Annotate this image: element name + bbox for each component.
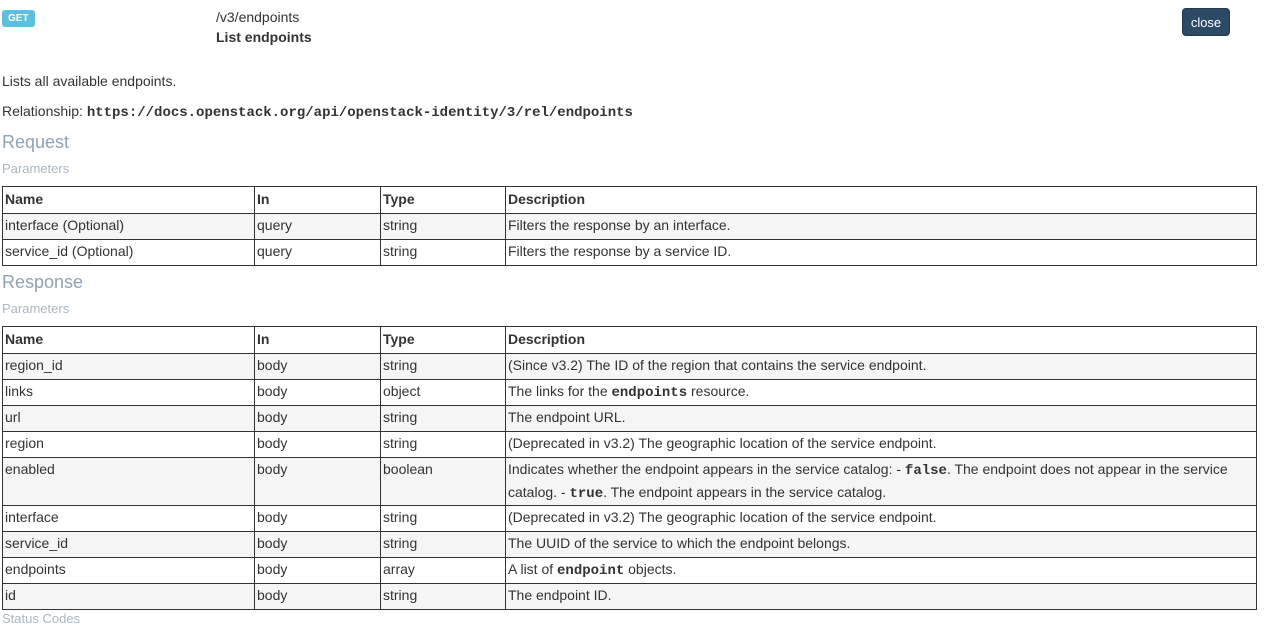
endpoint-summary: List endpoints bbox=[216, 29, 312, 45]
desc-text: . The endpoint appears in the service catalog. bbox=[603, 484, 887, 500]
response-parameters-table bbox=[2, 326, 1257, 610]
param-type: string bbox=[381, 532, 506, 558]
param-name: region_id bbox=[3, 354, 255, 380]
column-header-in: In bbox=[255, 187, 381, 214]
param-in: query bbox=[255, 240, 381, 266]
http-method-badge: GET bbox=[2, 10, 35, 27]
param-in: body bbox=[255, 354, 381, 380]
status-codes-heading: Status Codes bbox=[2, 611, 81, 626]
desc-text: Indicates whether the endpoint appears in the service catalog: - bbox=[508, 461, 905, 477]
column-header-description: Description bbox=[506, 327, 1257, 354]
param-type: array bbox=[381, 558, 506, 584]
close-button[interactable]: close bbox=[1182, 8, 1230, 36]
column-header-type: Type bbox=[381, 327, 506, 354]
param-description: The endpoint ID. bbox=[506, 584, 1257, 610]
param-type: string bbox=[381, 506, 506, 532]
param-description: (Deprecated in v3.2) The geographic location of the service endpoint. bbox=[506, 506, 1257, 532]
desc-text: . The endpoint does not appear in the service catalog. - bbox=[508, 461, 1228, 500]
request-parameters-table bbox=[2, 186, 1257, 266]
param-name: enabled bbox=[3, 458, 255, 506]
table-row bbox=[3, 558, 1257, 584]
table-row bbox=[3, 214, 1257, 240]
desc-text: objects. bbox=[624, 561, 677, 577]
param-in: body bbox=[255, 406, 381, 432]
param-in: body bbox=[255, 584, 381, 610]
param-name: service_id bbox=[3, 532, 255, 558]
table-row bbox=[3, 380, 1257, 406]
relationship-line bbox=[2, 103, 633, 121]
table-row bbox=[3, 354, 1257, 380]
param-type: object bbox=[381, 380, 506, 406]
param-in: body bbox=[255, 432, 381, 458]
param-type: string bbox=[381, 214, 506, 240]
param-type: boolean bbox=[381, 458, 506, 506]
param-description: Filters the response by a service ID. bbox=[506, 240, 1257, 266]
param-in: body bbox=[255, 458, 381, 506]
param-in: body bbox=[255, 532, 381, 558]
desc-text: A list of bbox=[508, 561, 558, 577]
desc-code: endpoints bbox=[611, 385, 688, 401]
param-type: string bbox=[381, 354, 506, 380]
relationship-label: Relationship: bbox=[2, 103, 83, 119]
param-name: url bbox=[3, 406, 255, 432]
param-type: string bbox=[381, 432, 506, 458]
response-heading: Response bbox=[2, 272, 84, 292]
param-description: The endpoint URL. bbox=[506, 406, 1257, 432]
column-header-description: Description bbox=[506, 187, 1257, 214]
request-parameters-heading: Parameters bbox=[2, 161, 70, 176]
param-description: The UUID of the service to which the endpoint belongs. bbox=[506, 532, 1257, 558]
column-header-type: Type bbox=[381, 187, 506, 214]
param-description: Filters the response by an interface. bbox=[506, 214, 1257, 240]
param-description bbox=[506, 380, 1257, 406]
desc-code: true bbox=[569, 486, 604, 502]
param-name: region bbox=[3, 432, 255, 458]
endpoint-description: Lists all available endpoints. bbox=[2, 73, 177, 89]
relationship-url: https://docs.openstack.org/api/openstack-identity/3/rel/endpoints bbox=[86, 105, 633, 121]
request-heading: Request bbox=[2, 132, 70, 152]
param-name: endpoints bbox=[3, 558, 255, 584]
param-in: body bbox=[255, 558, 381, 584]
param-description bbox=[506, 458, 1257, 506]
column-header-name: Name bbox=[3, 327, 255, 354]
param-description bbox=[506, 558, 1257, 584]
param-description: (Deprecated in v3.2) The geographic location of the service endpoint. bbox=[506, 432, 1257, 458]
desc-text: The links for the bbox=[508, 383, 612, 399]
table-row bbox=[3, 532, 1257, 558]
desc-text: resource. bbox=[687, 383, 750, 399]
column-header-name: Name bbox=[3, 187, 255, 214]
table-row bbox=[3, 458, 1257, 506]
table-header-row bbox=[3, 327, 1257, 354]
table-row bbox=[3, 506, 1257, 532]
param-type: string bbox=[381, 240, 506, 266]
table-row bbox=[3, 432, 1257, 458]
param-in: body bbox=[255, 380, 381, 406]
desc-code: endpoint bbox=[557, 563, 625, 579]
table-row bbox=[3, 240, 1257, 266]
param-name: interface bbox=[3, 506, 255, 532]
param-name: id bbox=[3, 584, 255, 610]
param-type: string bbox=[381, 406, 506, 432]
param-name: links bbox=[3, 380, 255, 406]
response-parameters-heading: Parameters bbox=[2, 301, 70, 316]
desc-code: false bbox=[904, 463, 947, 479]
table-header-row bbox=[3, 187, 1257, 214]
endpoint-path: /v3/endpoints bbox=[216, 9, 300, 25]
param-type: string bbox=[381, 584, 506, 610]
endpoint-header bbox=[0, 0, 1274, 62]
param-description: (Since v3.2) The ID of the region that contains the service endpoint. bbox=[506, 354, 1257, 380]
param-in: body bbox=[255, 506, 381, 532]
param-name: service_id (Optional) bbox=[3, 240, 255, 266]
table-row bbox=[3, 406, 1257, 432]
param-in: query bbox=[255, 214, 381, 240]
column-header-in: In bbox=[255, 327, 381, 354]
param-name: interface (Optional) bbox=[3, 214, 255, 240]
table-row bbox=[3, 584, 1257, 610]
